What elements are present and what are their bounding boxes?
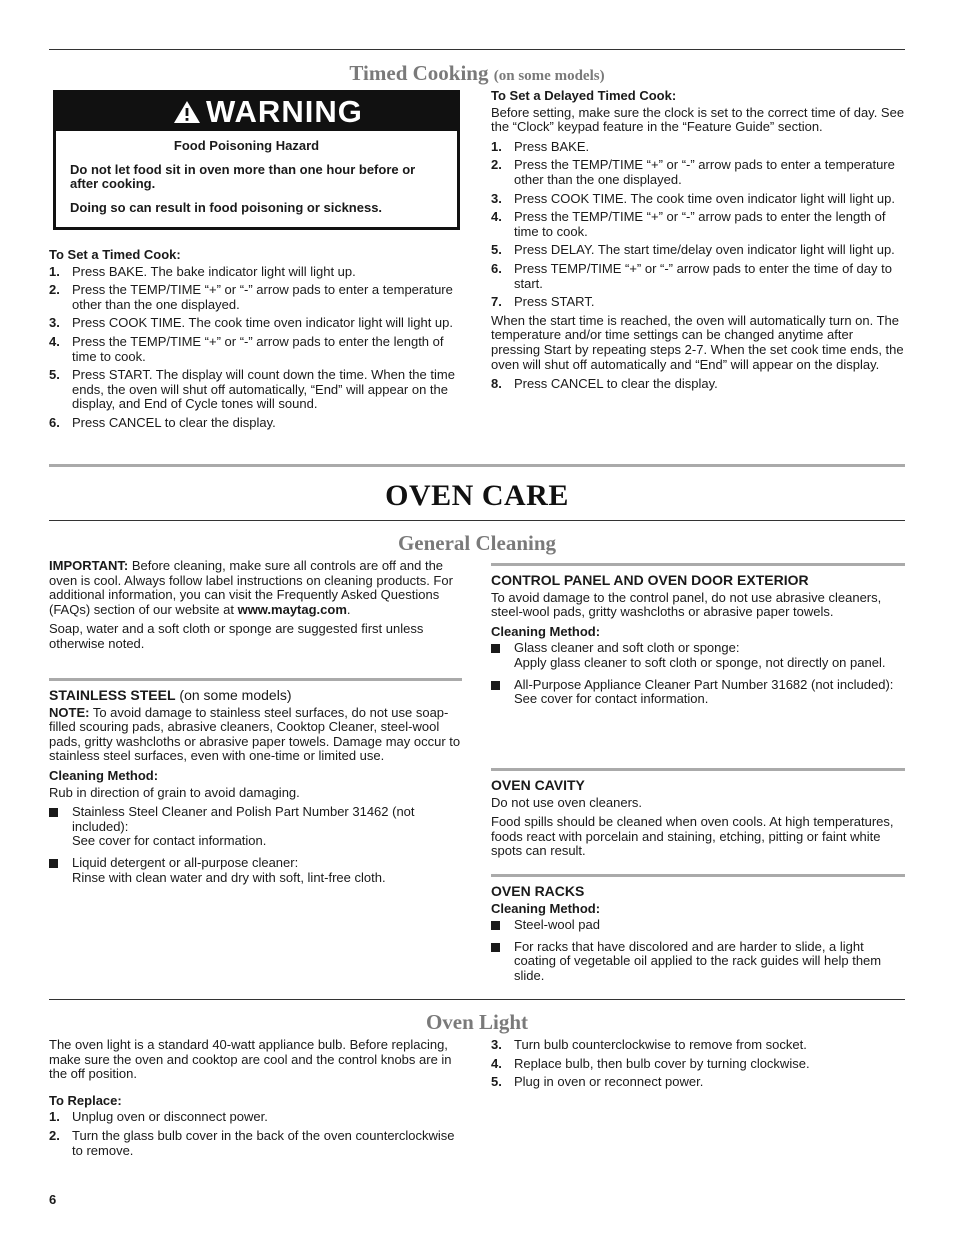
racks-section [491,884,905,991]
oven-light-left [49,1038,462,1162]
control-panel-method-label: Cleaning Method: [491,623,601,639]
top-rule [49,49,905,50]
list-item: 4. Replace bulb, then bulb cover by turning clockwise. [491,1055,810,1071]
website-link[interactable]: www.maytag.com [237,601,347,617]
stainless-rule [49,678,462,681]
stainless-method-label: Cleaning Method: [49,767,159,783]
list-item: 7. Press START. [491,294,595,310]
list-item: 3. Press COOK TIME. The cook time oven indicator light will light up. [491,190,896,206]
list-item: Glass cleaner and soft cloth or sponge: Apply glass cleaner to soft cloth or sponge, not directly on panel. [491,641,905,670]
oven-care-bottom-rule [49,520,905,521]
page-number: 6 [49,1192,57,1207]
warning-hazard: Food Poisoning Hazard [173,138,320,153]
warning-line1: Do not let food sit in oven more than one hour before or after cooking. [70,161,416,192]
warning-line2: Doing so can result in food poisoning or sickness. [70,199,383,215]
oven-light-title: Oven Light [425,1010,529,1034]
general-cleaning-title: General Cleaning [397,531,557,555]
important-text: Before cleaning, make sure all controls are off and the oven is cool. Always follow label instructions on cleaning products. For additional information, you can visit the Frequently Asked Questions (FAQs) section of our website at [49,558,453,617]
set-delayed-heading: To Set a Delayed Timed Cook: [491,88,677,103]
warning-header [56,93,457,131]
list-item: 3. Turn bulb counterclockwise to remove from socket. [491,1037,807,1052]
page-title: OVEN CARE [385,479,569,512]
list-item: 2. Press the TEMP/TIME “+” or “-” arrow pads to enter a temperature other than the one displayed. [49,282,453,312]
set-delayed-note: When the start time is reached, the oven will automatically turn on. The temperature and/or time settings can be changed anytime after pressing Start by repeating steps 2-7. When the set cook time ends, the oven will shut off automatically and “End” will appear on the display. [491,312,904,372]
stainless-heading: STAINLESS STEEL (on some models) [49,687,292,703]
stainless-section [49,688,462,892]
stainless-method-text: Rub in direction of grain to avoid damaging. [49,784,300,800]
list-item: 5. Press DELAY. The start time/delay oven indicator light will light up. [491,242,895,258]
to-replace-steps-right [491,1038,905,1090]
list-item: All-Purpose Appliance Cleaner Part Number 31682 (not included): See cover for contact information. [491,678,905,707]
to-replace-heading: To Replace: [49,1092,122,1108]
list-item: Steel-wool pad [491,918,905,933]
section-title-timed-cooking [49,60,905,89]
oven-care-top-rule [49,464,905,467]
list-item: 5. Plug in oven or reconnect power. [491,1074,704,1090]
list-item: 2. Turn the glass bulb cover in the back of the oven counterclockwise to remove. [49,1127,455,1158]
racks-bullets [491,918,905,983]
cavity-text1: Do not use oven cleaners. [491,794,643,810]
control-panel-bullets [491,641,905,706]
warning-box [53,90,460,230]
racks-method-label: Cleaning Method: [491,900,601,916]
warning-triangle-icon [172,99,202,125]
control-panel-rule [491,563,905,566]
list-item: 6. Press TEMP/TIME “+” or “-” arrow pads to enter the time of day to start. [491,260,892,291]
general-cleaning-left [49,559,462,657]
set-delayed-steps [491,140,905,310]
set-delayed-step8 [491,377,905,392]
racks-heading: OVEN RACKS [491,883,585,899]
bullet-square-icon [49,808,58,817]
bullet-square-icon [491,681,500,690]
bullet-square-icon [49,859,58,868]
list-item: Liquid detergent or all-purpose cleaner: Rinse with clean water and dry with soft, lint-free cloth. [49,856,462,885]
oven-light-rule [49,999,905,1000]
to-replace-steps-left [49,1110,462,1158]
set-timed-heading: To Set a Timed Cook: [49,247,181,262]
list-item: 1. Press BAKE. The bake indicator light will light up. [49,263,356,279]
timed-cooking-title: Timed Cooking [349,61,489,85]
set-delayed-intro: Before setting, make sure the clock is set to the correct time of day. See the “Clock” keypad feature in the “Feature Guide” section. [491,104,905,135]
period: . [346,601,351,617]
oven-light-intro: The oven light is a standard 40-watt appliance bulb. Before replacing, make sure the oven and cooktop are cool and the control knobs are in the off position. [49,1037,452,1082]
racks-rule [491,874,905,877]
bullet-square-icon [491,921,500,930]
bullet-square-icon [491,644,500,653]
cavity-heading: OVEN CAVITY [491,777,585,793]
list-item: 5. Press START. The display will count down the time. When the time ends, the oven will shut off automatically, “End” will appear on the display, and End of Cycle tones will sound. [49,367,455,412]
important-label: IMPORTANT: [49,558,129,573]
cavity-text2: Food spills should be cleaned when oven cools. At high temperatures, foods react with porcelain and staining, etching, pitting or faint white spots can result. [491,814,894,859]
list-item: 8. Press CANCEL to clear the display. [491,376,718,392]
set-delayed-cook [491,89,905,396]
control-panel-section [491,573,905,714]
set-timed-steps [49,265,462,431]
cavity-section [491,778,905,864]
timed-cooking-note: (on some models) [493,68,605,84]
list-item: For racks that have discolored and are harder to slide, a light coating of vegetable oil applied to the rack guides will help them slide. [491,940,905,984]
control-panel-heading: CONTROL PANEL AND OVEN DOOR EXTERIOR [491,572,809,588]
set-timed-cook [49,248,462,435]
cavity-rule [491,768,905,771]
list-item: 2. Press the TEMP/TIME “+” or “-” arrow pads to enter a temperature other than the one displayed. [491,157,895,187]
stainless-bullets [49,805,462,885]
warning-body [56,131,457,215]
bullet-square-icon [491,943,500,952]
warning-label: WARNING [206,93,363,129]
list-item: 6. Press CANCEL to clear the display. [49,414,276,430]
control-panel-text: To avoid damage to the control panel, do not use abrasive cleaners, steel-wool pads, gritty washcloths or abrasive paper towels. [491,589,882,620]
list-item: 4. Press the TEMP/TIME “+” or “-” arrow pads to enter the length of time to cook. [49,333,444,364]
oven-light-right [491,1038,905,1094]
list-item: 1. Unplug oven or disconnect power. [49,1109,268,1125]
list-item: Stainless Steel Cleaner and Polish Part Number 31462 (not included): See cover for contact information. [49,805,462,849]
soap-paragraph: Soap, water and a soft cloth or sponge are suggested first unless otherwise noted. [49,621,424,651]
list-item: 1. Press BAKE. [491,138,590,154]
list-item: 3. Press COOK TIME. The cook time oven indicator light will light up. [49,315,454,331]
important-paragraph [49,559,462,617]
stainless-note: NOTE: To avoid damage to stainless steel surfaces, do not use soap-filled scouring pads, abrasive cleaners, Cooktop Cleaner, steel-wool pads, gritty washcloths or abrasive paper towels. Damage may occur to stainless steel surfaces, even with one-time or limited use. [49,704,461,764]
list-item: 4. Press the TEMP/TIME “+” or “-” arrow pads to enter the length of time to cook. [491,209,886,239]
